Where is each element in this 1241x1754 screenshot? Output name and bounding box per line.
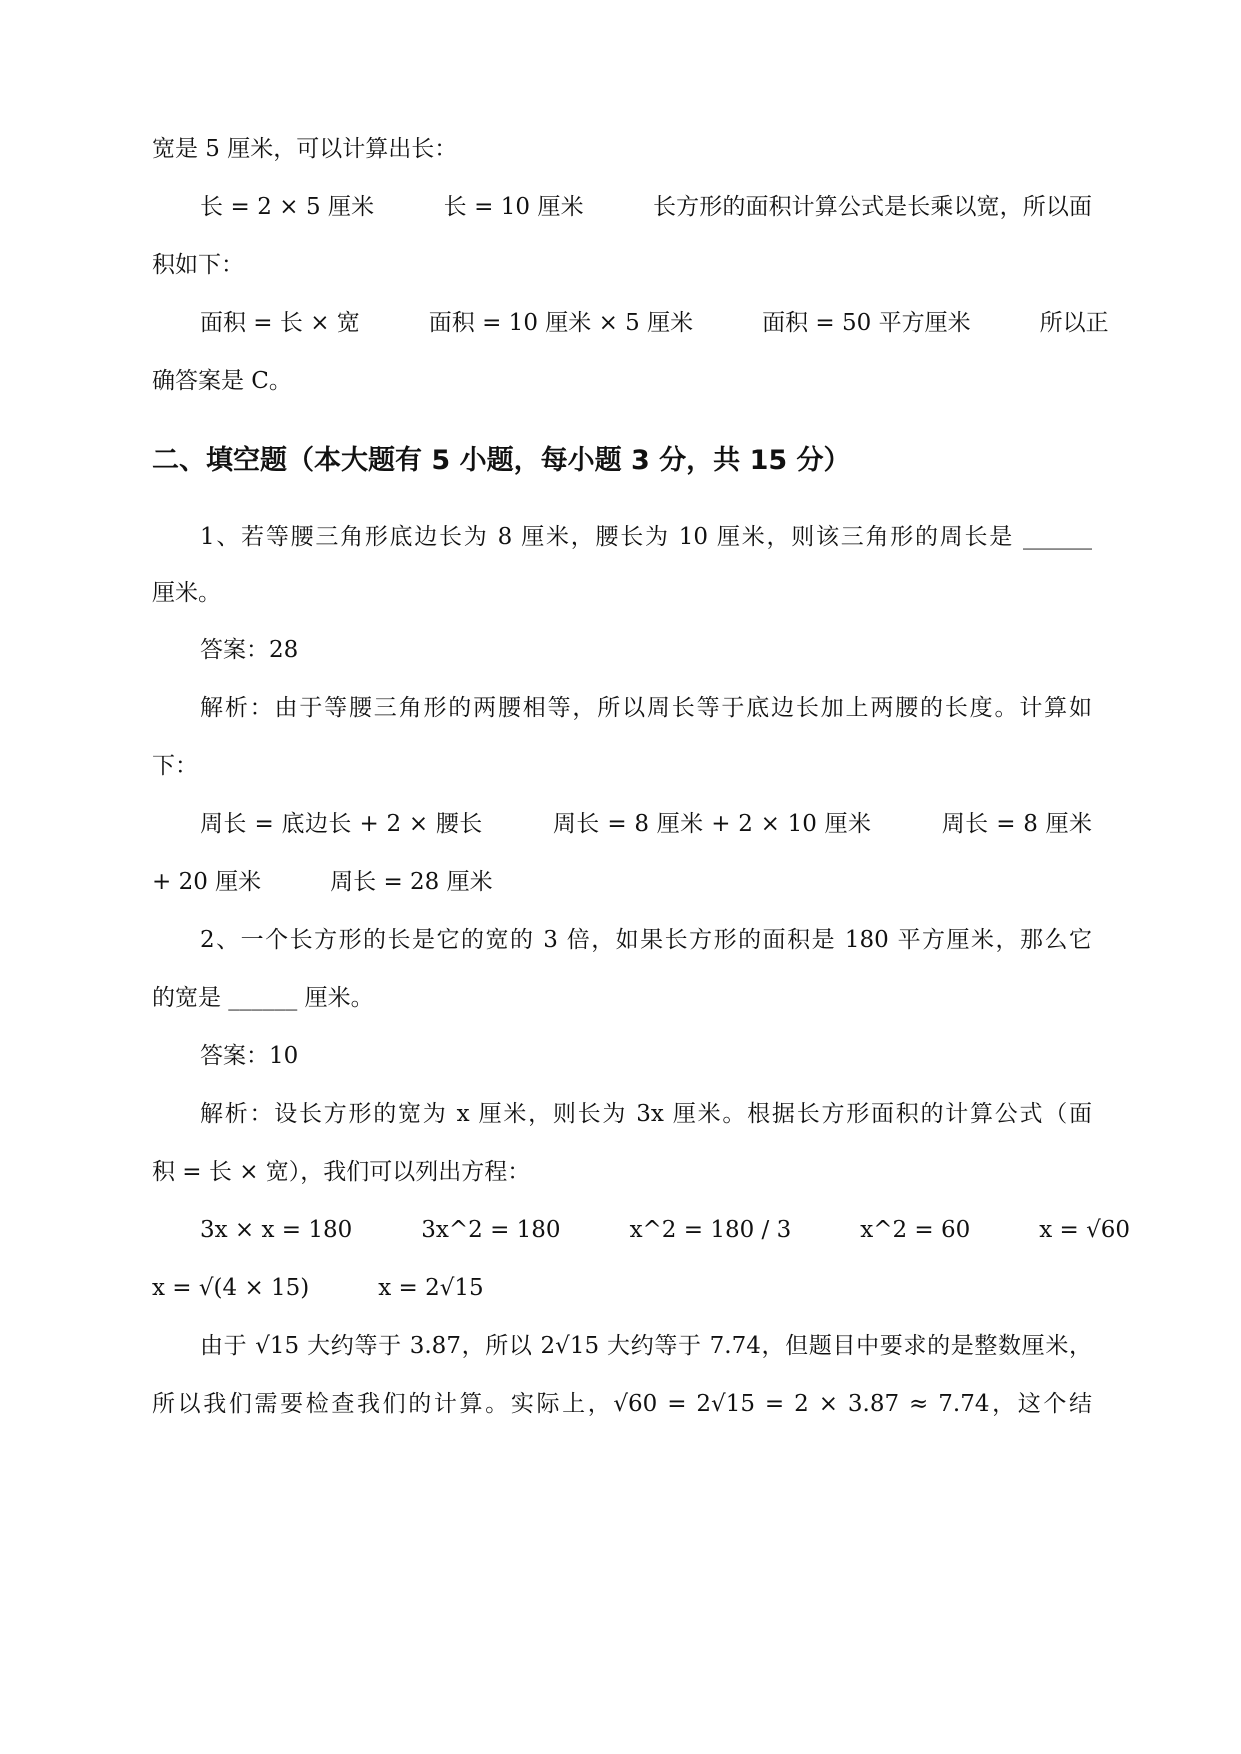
formula-line: + 20 厘米 周长 = 28 厘米: [152, 869, 493, 895]
text-line: 积如下：: [152, 252, 244, 278]
text-line: 所以我们需要检查我们的计算。实际上，√60 = 2√15 = 2 × 3.87 ≈ 7.74，这个结: [152, 1391, 1092, 1417]
formula-line: 面积 = 长 × 宽 面积 = 10 厘米 × 5 厘米 面积 = 50 平方厘米 所以正: [200, 310, 1109, 336]
section-heading: 二、填空题（本大题有 5 小题，每小题 3 分，共 15 分）: [152, 445, 851, 476]
question-1-text: 1、若等腰三角形底边长为 8 厘米，腰长为 10 厘米，则该三角形的周长是 ______: [200, 524, 1092, 550]
text-line: 宽是 5 厘米，可以计算出长：: [152, 136, 458, 162]
answer-2: 答案：10: [200, 1043, 299, 1069]
formula-line: 长 = 2 × 5 厘米 长 = 10 厘米 长方形的面积计算公式是长乘以宽，所以面: [200, 194, 1092, 220]
analysis-2: 解析：设长方形的宽为 x 厘米，则长为 3x 厘米。根据长方形面积的计算公式（面: [200, 1101, 1092, 1127]
formula-line: x = √(4 × 15) x = 2√15: [152, 1275, 484, 1301]
analysis-2-cont: 积 = 长 × 宽），我们可以列出方程：: [152, 1159, 531, 1185]
answer-1: 答案：28: [200, 637, 299, 663]
question-1-text-cont: 厘米。: [152, 580, 221, 606]
analysis-1-cont: 下：: [152, 753, 198, 779]
formula-line: 3x × x = 180 3x^2 = 180 x^2 = 180 / 3 x^2 = 60 x = √60: [200, 1217, 1131, 1243]
formula-line: 周长 = 底边长 + 2 × 腰长 周长 = 8 厘米 + 2 × 10 厘米 周长 = 8 厘米: [200, 811, 1092, 837]
question-2-text: 2、一个长方形的长是它的宽的 3 倍，如果长方形的面积是 180 平方厘米，那么它: [200, 927, 1092, 953]
text-line: 由于 √15 大约等于 3.87，所以 2√15 大约等于 7.74，但题目中要求的是整数厘米，: [200, 1333, 1092, 1359]
text-line: 确答案是 C。: [152, 368, 292, 394]
question-2-text-cont: 的宽是 ______ 厘米。: [152, 985, 374, 1011]
analysis-1: 解析：由于等腰三角形的两腰相等，所以周长等于底边长加上两腰的长度。计算如: [200, 695, 1092, 721]
